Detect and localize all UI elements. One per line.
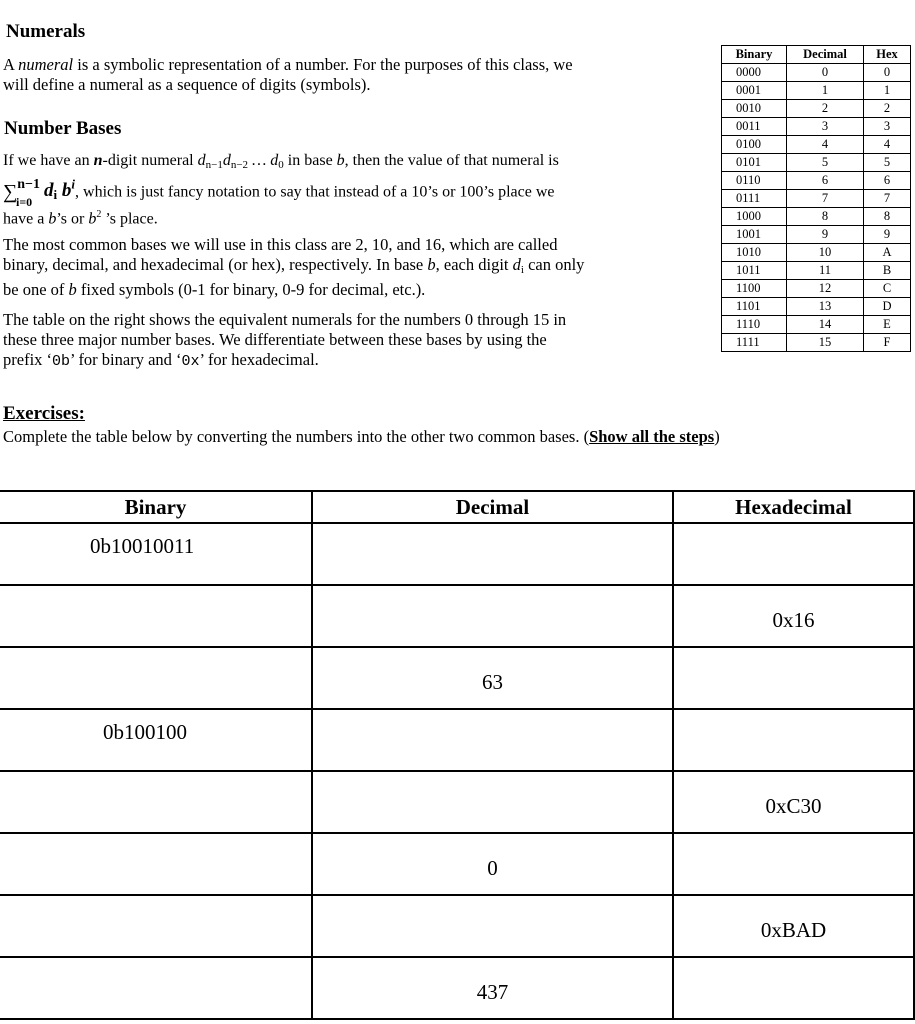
ref-binary-cell: 0001 bbox=[722, 82, 787, 100]
exercise-row bbox=[0, 523, 914, 585]
ref-decimal-cell: 12 bbox=[787, 280, 864, 298]
exercise-decimal-cell[interactable] bbox=[312, 709, 673, 771]
number-bases-heading: Number Bases bbox=[4, 118, 122, 139]
ref-hex-cell: 9 bbox=[864, 226, 911, 244]
exercise-decimal-cell[interactable] bbox=[312, 771, 673, 833]
exercise-decimal-cell: 63 bbox=[312, 647, 673, 709]
digit-formula: $d_{n-1}d_{n-2}$ … $d_0$ bbox=[197, 152, 284, 171]
exercise-binary-cell[interactable] bbox=[0, 647, 312, 709]
ref-binary-cell: 0000 bbox=[722, 64, 787, 82]
ref-hex-cell: 2 bbox=[864, 100, 911, 118]
exercise-header-binary: Binary bbox=[0, 491, 312, 523]
exercise-row bbox=[0, 647, 914, 709]
number-bases-formula-paragraph: If we have an n-digit numeral $d_{n-1}d_{n-2}$ … $d_0$ in base b, then the value of that numeral is ∑$^{n-1}$ $d_i$ $b^i$, which is just fancy notation to say that instead of a 10’s or 100’s place we i=0 have a b’s or $b^2$ ’s place. bbox=[3, 152, 559, 228]
ref-binary-cell: 1011 bbox=[722, 262, 787, 280]
exercise-binary-cell[interactable] bbox=[0, 895, 312, 957]
ref-hex-cell: 4 bbox=[864, 136, 911, 154]
exercise-binary-cell[interactable] bbox=[0, 833, 312, 895]
ref-row bbox=[722, 136, 911, 154]
ref-decimal-cell: 7 bbox=[787, 190, 864, 208]
sum-lower-bound: i=0 bbox=[16, 195, 33, 209]
exercise-hexadecimal-cell: 0x16 bbox=[673, 585, 914, 647]
ref-row bbox=[722, 208, 911, 226]
exercise-hexadecimal-cell[interactable] bbox=[673, 647, 914, 709]
ref-header-binary: Binary bbox=[722, 46, 787, 64]
ref-hex-cell: C bbox=[864, 280, 911, 298]
exercise-hexadecimal-cell[interactable] bbox=[673, 523, 914, 585]
ref-decimal-cell: 1 bbox=[787, 82, 864, 100]
ref-decimal-cell: 15 bbox=[787, 334, 864, 352]
ref-hex-cell: 6 bbox=[864, 172, 911, 190]
ref-hex-cell: 8 bbox=[864, 208, 911, 226]
ref-hex-cell: F bbox=[864, 334, 911, 352]
ref-binary-cell: 0101 bbox=[722, 154, 787, 172]
ref-row bbox=[722, 316, 911, 334]
exercise-row bbox=[0, 771, 914, 833]
ref-decimal-cell: 0 bbox=[787, 64, 864, 82]
exercises-instruction: Complete the table below by converting the numbers into the other two common bases. (Show all the steps) bbox=[3, 427, 720, 446]
exercise-binary-cell[interactable] bbox=[0, 585, 312, 647]
sum-expression: $d_i$ $b^i$ bbox=[44, 177, 76, 203]
ref-row bbox=[722, 334, 911, 352]
ref-binary-cell: 0011 bbox=[722, 118, 787, 136]
ref-hex-cell: A bbox=[864, 244, 911, 262]
exercise-row bbox=[0, 585, 914, 647]
ref-decimal-cell: 14 bbox=[787, 316, 864, 334]
ref-decimal-cell: 9 bbox=[787, 226, 864, 244]
exercise-binary-cell: 0b10010011 bbox=[0, 523, 312, 585]
exercise-row bbox=[0, 957, 914, 1019]
ref-decimal-cell: 6 bbox=[787, 172, 864, 190]
exercise-row bbox=[0, 895, 914, 957]
ref-decimal-cell: 3 bbox=[787, 118, 864, 136]
exercise-binary-cell[interactable] bbox=[0, 957, 312, 1019]
ref-binary-cell: 1000 bbox=[722, 208, 787, 226]
exercise-decimal-cell[interactable] bbox=[312, 585, 673, 647]
ref-binary-cell: 0111 bbox=[722, 190, 787, 208]
ref-header-hex: Hex bbox=[864, 46, 911, 64]
ref-hex-cell: 7 bbox=[864, 190, 911, 208]
ref-hex-cell: 3 bbox=[864, 118, 911, 136]
exercise-decimal-cell: 0 bbox=[312, 833, 673, 895]
ref-hex-cell: E bbox=[864, 316, 911, 334]
ref-decimal-cell: 10 bbox=[787, 244, 864, 262]
numerals-paragraph: A numeral is a symbolic representation of a number. For the purposes of this class, we will define a numeral as a sequence of digits (symbols). bbox=[3, 55, 573, 94]
exercise-binary-cell[interactable] bbox=[0, 771, 312, 833]
exercise-binary-cell: 0b100100 bbox=[0, 709, 312, 771]
exercises-heading: Exercises: bbox=[3, 403, 85, 424]
ref-row bbox=[722, 154, 911, 172]
sigma-icon: ∑ bbox=[3, 181, 18, 204]
ref-decimal-cell: 8 bbox=[787, 208, 864, 226]
ref-binary-cell: 1111 bbox=[722, 334, 787, 352]
ref-binary-cell: 1100 bbox=[722, 280, 787, 298]
ref-binary-cell: 0100 bbox=[722, 136, 787, 154]
exercise-hexadecimal-cell[interactable] bbox=[673, 957, 914, 1019]
exercise-header-decimal: Decimal bbox=[312, 491, 673, 523]
ref-hex-cell: B bbox=[864, 262, 911, 280]
ref-decimal-cell: 11 bbox=[787, 262, 864, 280]
ref-row bbox=[722, 226, 911, 244]
ref-row bbox=[722, 64, 911, 82]
ref-row bbox=[722, 298, 911, 316]
ref-binary-cell: 0110 bbox=[722, 172, 787, 190]
ref-hex-cell: 5 bbox=[864, 154, 911, 172]
ref-row bbox=[722, 280, 911, 298]
exercise-hexadecimal-cell[interactable] bbox=[673, 709, 914, 771]
ref-header-decimal: Decimal bbox=[787, 46, 864, 64]
exercise-decimal-cell: 437 bbox=[312, 957, 673, 1019]
ref-binary-cell: 1001 bbox=[722, 226, 787, 244]
ref-row bbox=[722, 118, 911, 136]
exercise-hexadecimal-cell[interactable] bbox=[673, 833, 914, 895]
ref-decimal-cell: 13 bbox=[787, 298, 864, 316]
ref-binary-cell: 1110 bbox=[722, 316, 787, 334]
table-explanation-paragraph: The table on the right shows the equivalent numerals for the numbers 0 through 15 in these three major number bases. We differentiate between these bases by using the prefix ‘0b’ for binary and ‘0x’ for hexadecimal. bbox=[3, 310, 567, 370]
ref-row bbox=[722, 100, 911, 118]
exercise-decimal-cell[interactable] bbox=[312, 523, 673, 585]
exercise-header-hexadecimal: Hexadecimal bbox=[673, 491, 914, 523]
ref-row bbox=[722, 190, 911, 208]
exercise-table bbox=[0, 490, 915, 1020]
ref-decimal-cell: 4 bbox=[787, 136, 864, 154]
common-bases-paragraph: The most common bases we will use in this class are 2, 10, and 16, which are called binary, decimal, and hexadecimal (or hex), respectively. In base b, each digit $d_i$ can only be one of b fixed symbols (0-1 for binary, 0-9 for decimal, etc.). bbox=[3, 235, 585, 299]
exercise-row bbox=[0, 833, 914, 895]
exercise-hexadecimal-cell: 0xBAD bbox=[673, 895, 914, 957]
exercise-hexadecimal-cell: 0xC30 bbox=[673, 771, 914, 833]
ref-binary-cell: 1010 bbox=[722, 244, 787, 262]
numerals-heading: Numerals bbox=[6, 21, 86, 42]
ref-row bbox=[722, 172, 911, 190]
ref-hex-cell: D bbox=[864, 298, 911, 316]
ref-row bbox=[722, 82, 911, 100]
ref-decimal-cell: 5 bbox=[787, 154, 864, 172]
ref-decimal-cell: 2 bbox=[787, 100, 864, 118]
ref-binary-cell: 0010 bbox=[722, 100, 787, 118]
ref-hex-cell: 1 bbox=[864, 82, 911, 100]
ref-binary-cell: 1101 bbox=[722, 298, 787, 316]
reference-table bbox=[721, 45, 911, 352]
exercise-row bbox=[0, 709, 914, 771]
ref-hex-cell: 0 bbox=[864, 64, 911, 82]
exercise-decimal-cell[interactable] bbox=[312, 895, 673, 957]
ref-row bbox=[722, 244, 911, 262]
ref-row bbox=[722, 262, 911, 280]
